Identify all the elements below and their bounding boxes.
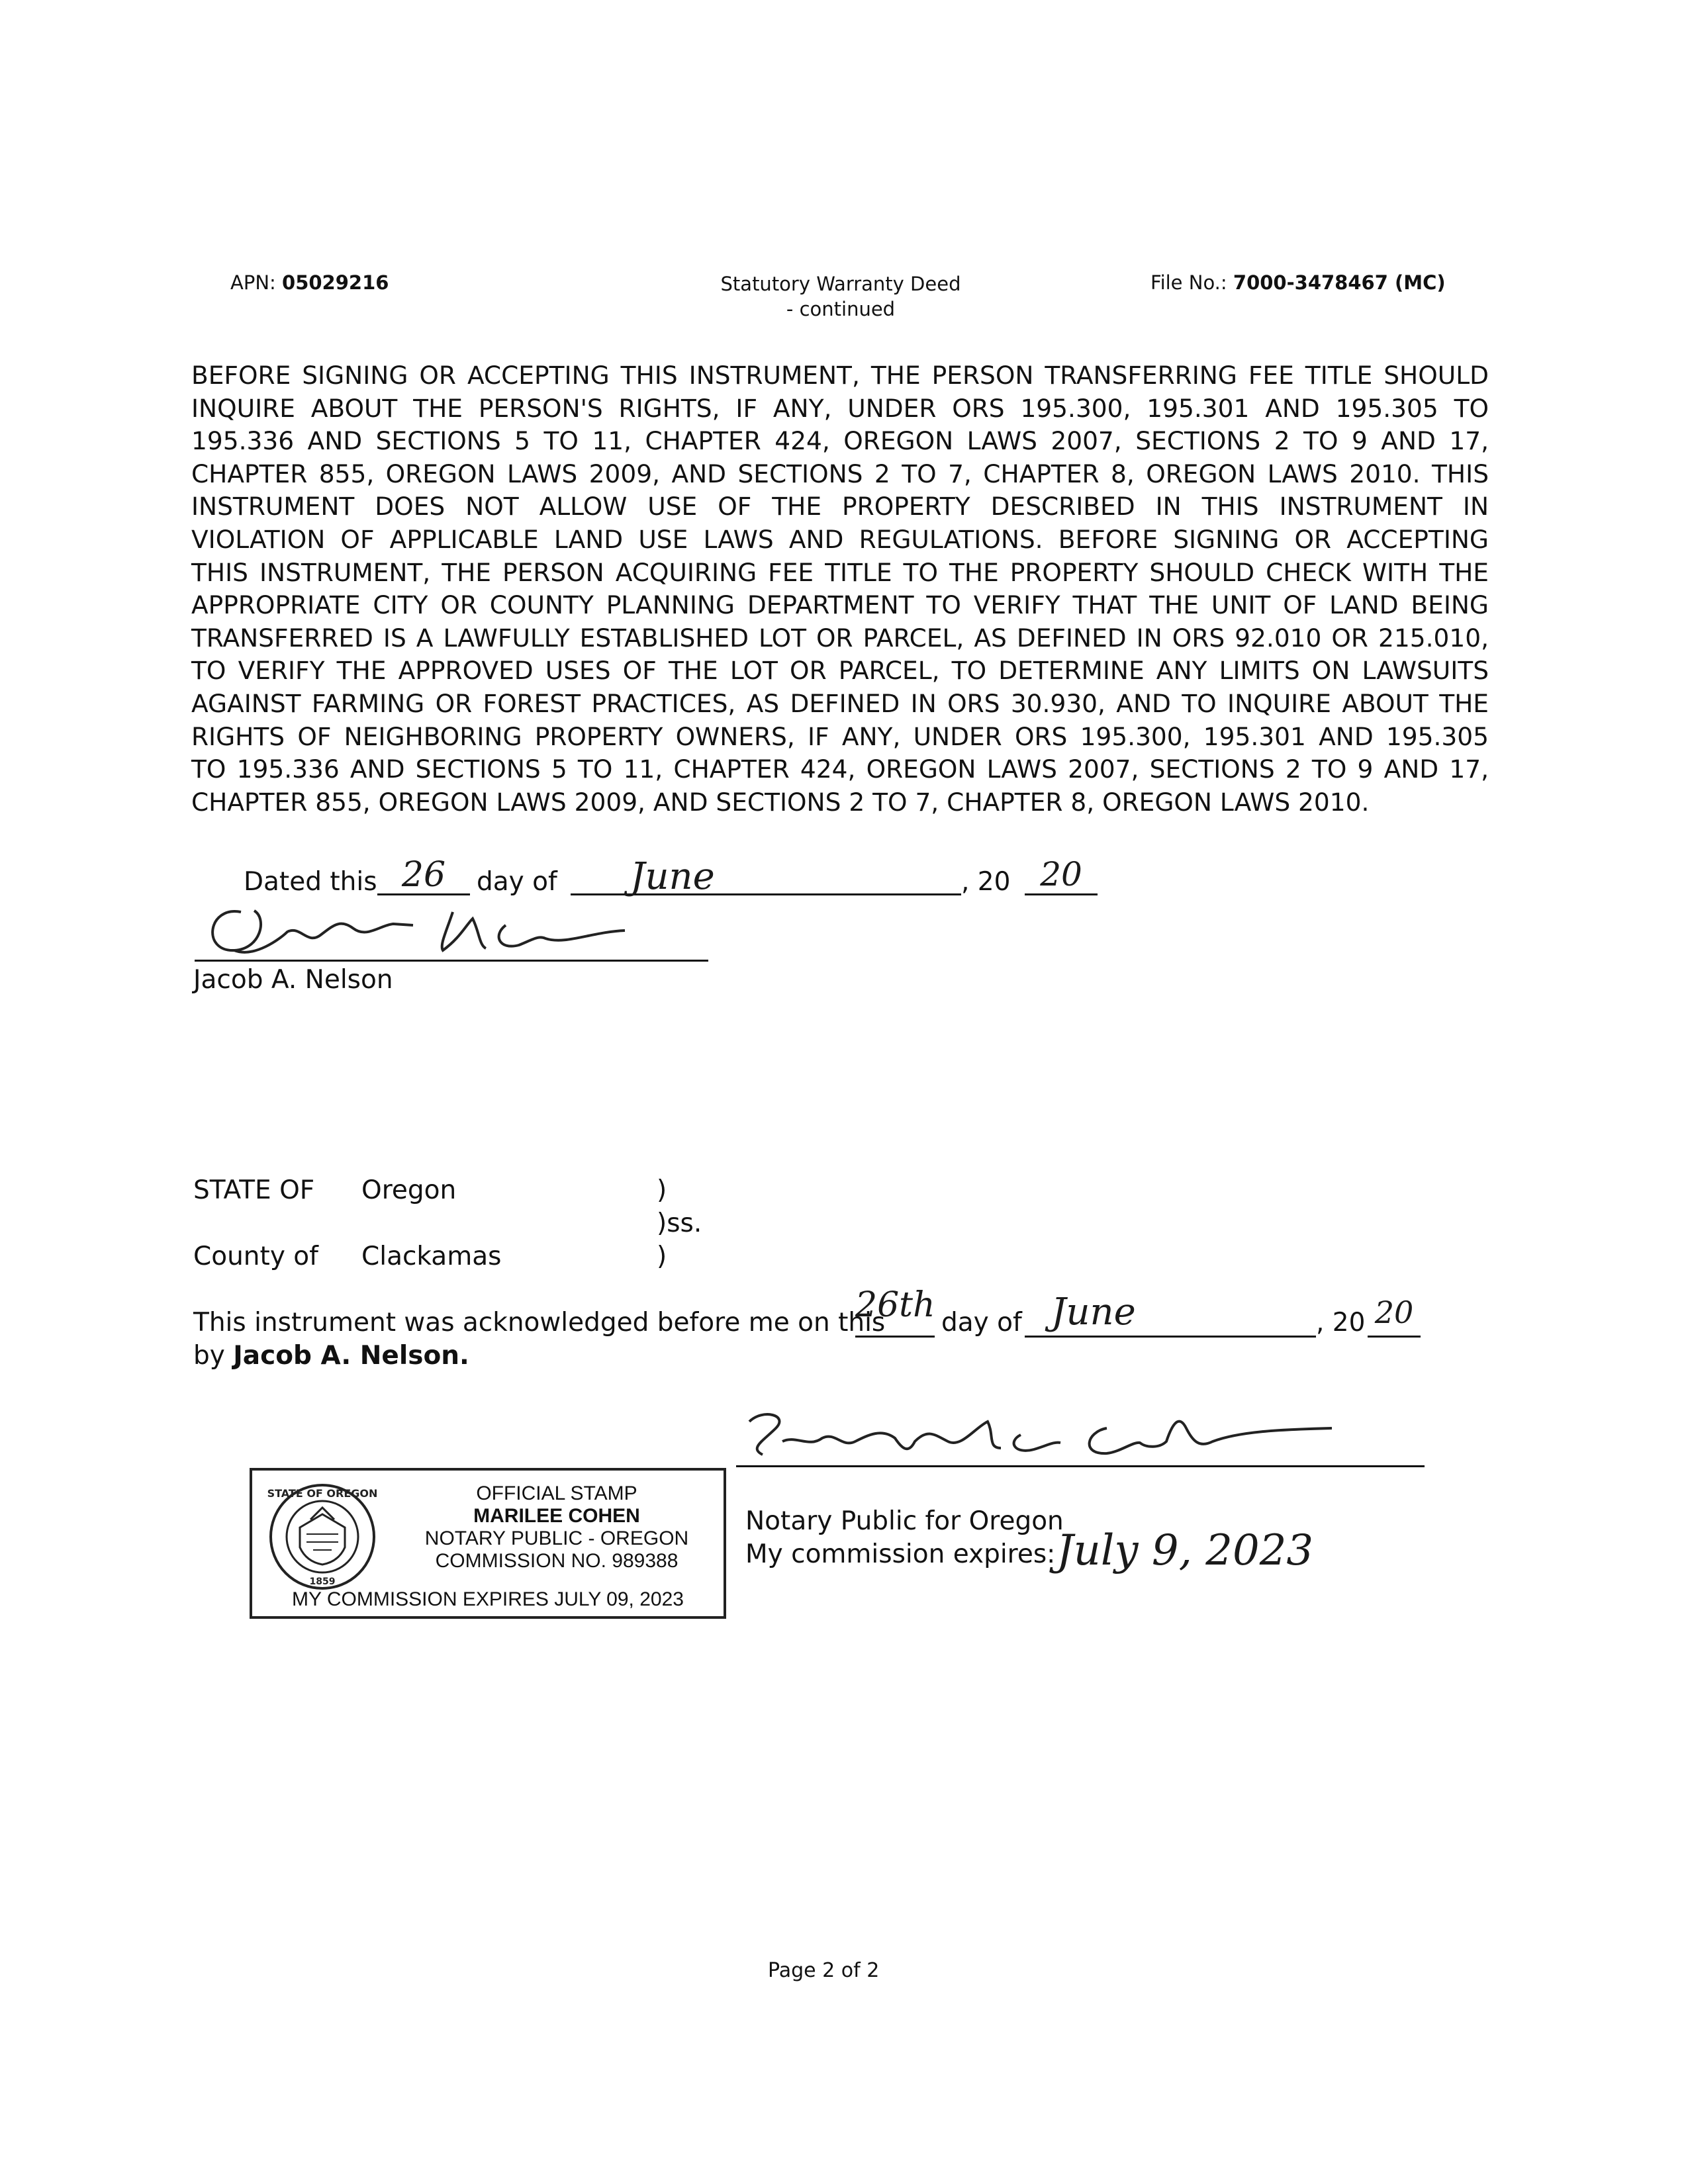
ack-month-value: June [1051, 1291, 1136, 1334]
dated-day-field [377, 855, 470, 895]
disclaimer-line: VIOLATION OF APPLICABLE LAND USE LAWS AND REGULATIONS. BEFORE SIGNING OR ACCEPTING [191, 524, 1489, 554]
ack-by-name: Jacob A. Nelson. [233, 1341, 469, 1371]
state-label: STATE OF [193, 1175, 315, 1205]
ack-day-value: 26th [855, 1285, 935, 1325]
ack-month-field [1025, 1291, 1316, 1338]
file-label: File No.: [1150, 271, 1227, 294]
notary-expires-label: My commission expires: [745, 1539, 1056, 1569]
disclaimer-line: INQUIRE ABOUT THE PERSON'S RIGHTS, IF ANY, UNDER ORS 195.300, 195.301 AND 195.305 TO [191, 393, 1489, 423]
seal-top-text: STATE OF OREGON [267, 1487, 378, 1500]
disclaimer-line: 195.336 AND SECTIONS 5 TO 11, CHAPTER 424, OREGON LAWS 2007, SECTIONS 2 TO 9 AND 17, [191, 426, 1489, 456]
disclaimer-line: BEFORE SIGNING OR ACCEPTING THIS INSTRUMENT, THE PERSON TRANSFERRING FEE TITLE SHOULD [191, 361, 1489, 390]
county-label: County of [193, 1242, 318, 1271]
stamp-line-official: OFFICIAL STAMP [476, 1482, 637, 1504]
disclaimer-line: TO VERIFY THE APPROVED USES OF THE LOT OR PARCEL, TO DETERMINE ANY LIMITS ON LAWSUITS [191, 656, 1489, 686]
disclaimer-line: APPROPRIATE CITY OR COUNTY PLANNING DEPARTMENT TO VERIFY THAT THE UNIT OF LAND BEING [191, 590, 1489, 620]
dated-prefix: Dated this [244, 867, 377, 897]
notary-title: Notary Public for Oregon [745, 1506, 1064, 1536]
apn-value: 05029216 [282, 271, 389, 294]
doc-subtitle: - continued [786, 298, 896, 320]
dated-day-value: 26 [401, 855, 446, 895]
venue-paren-top: ) [657, 1175, 667, 1205]
stamp-line-commission: COMMISSION NO. 989388 [435, 1550, 679, 1572]
notary-signature-line [736, 1402, 1425, 1467]
ack-year-value: 20 [1374, 1295, 1414, 1330]
venue-paren-bottom: ) [657, 1242, 667, 1271]
stamp-line-name: MARILEE COHEN [473, 1505, 640, 1527]
apn [230, 271, 389, 294]
disclaimer-line: THIS INSTRUMENT, THE PERSON ACQUIRING FEE TITLE TO THE PROPERTY SHOULD CHECK WITH THE [191, 557, 1489, 587]
dated-mid: day of [477, 867, 557, 897]
ack-year-field [1368, 1295, 1421, 1338]
disclaimer-line: INSTRUMENT DOES NOT ALLOW USE OF THE PROPERTY DESCRIBED IN THIS INSTRUMENT IN [191, 492, 1489, 522]
file-value: 7000-3478467 (MC) [1233, 271, 1446, 294]
disclaimer-line: CHAPTER 855, OREGON LAWS 2009, AND SECTIONS 2 TO 7, CHAPTER 8, OREGON LAWS 2010. THIS [191, 459, 1489, 488]
dated-year-value: 20 [1040, 855, 1082, 893]
stamp-text-block [398, 1482, 716, 1572]
state-value: Oregon [361, 1175, 457, 1205]
notary-signature-drawing [736, 1402, 1425, 1465]
page-number: Page 2 of 2 [768, 1959, 880, 1982]
disclaimer-line: RIGHTS OF NEIGHBORING PROPERTY OWNERS, IF ANY, UNDER ORS 195.300, 195.301 AND 195.305 [191, 721, 1489, 751]
file-number [1150, 271, 1446, 294]
grantor-signature-line [195, 899, 708, 962]
dated-month-value: June [630, 855, 715, 898]
stamp-line-expires: MY COMMISSION EXPIRES JULY 09, 2023 [292, 1588, 684, 1610]
disclaimer-line: CHAPTER 855, OREGON LAWS 2009, AND SECTIONS 2 TO 7, CHAPTER 8, OREGON LAWS 2010. [191, 787, 1370, 817]
dated-month-field [571, 855, 961, 898]
oregon-seal-icon [267, 1481, 378, 1592]
county-value: Clackamas [361, 1242, 502, 1271]
grantor-signature-drawing [195, 899, 708, 960]
ack-by-line [193, 1341, 469, 1371]
disclaimer-line: AGAINST FARMING OR FOREST PRACTICES, AS DEFINED IN ORS 30.930, AND TO INQUIRE ABOUT THE [191, 688, 1489, 718]
venue-ss: )ss. [657, 1208, 702, 1238]
ack-year-prefix: , 20 [1316, 1308, 1366, 1338]
official-stamp [250, 1468, 726, 1619]
ack-by-label: by [193, 1341, 225, 1371]
doc-title-block [695, 271, 986, 322]
grantor-name: Jacob A. Nelson [193, 965, 393, 995]
disclaimer-line: TRANSFERRED IS A LAWFULLY ESTABLISHED LOT OR PARCEL, AS DEFINED IN ORS 92.010 OR 215.010, [191, 623, 1489, 653]
seal-year: 1859 [309, 1576, 336, 1587]
disclaimer-paragraph [191, 359, 1489, 819]
ack-text: This instrument was acknowledged before me on this [193, 1308, 886, 1338]
notary-expires-value: July 9, 2023 [1056, 1526, 1314, 1575]
doc-title: Statutory Warranty Deed [720, 273, 961, 295]
apn-label: APN: [230, 271, 276, 294]
dated-year-prefix: , 20 [961, 867, 1011, 897]
ack-day-of: day of [941, 1308, 1022, 1338]
ack-day-field [855, 1285, 935, 1338]
stamp-line-title: NOTARY PUBLIC - OREGON [424, 1527, 689, 1549]
dated-year-field [1025, 855, 1098, 895]
disclaimer-line: TO 195.336 AND SECTIONS 5 TO 11, CHAPTER 424, OREGON LAWS 2007, SECTIONS 2 TO 9 AND 17, [191, 754, 1489, 784]
